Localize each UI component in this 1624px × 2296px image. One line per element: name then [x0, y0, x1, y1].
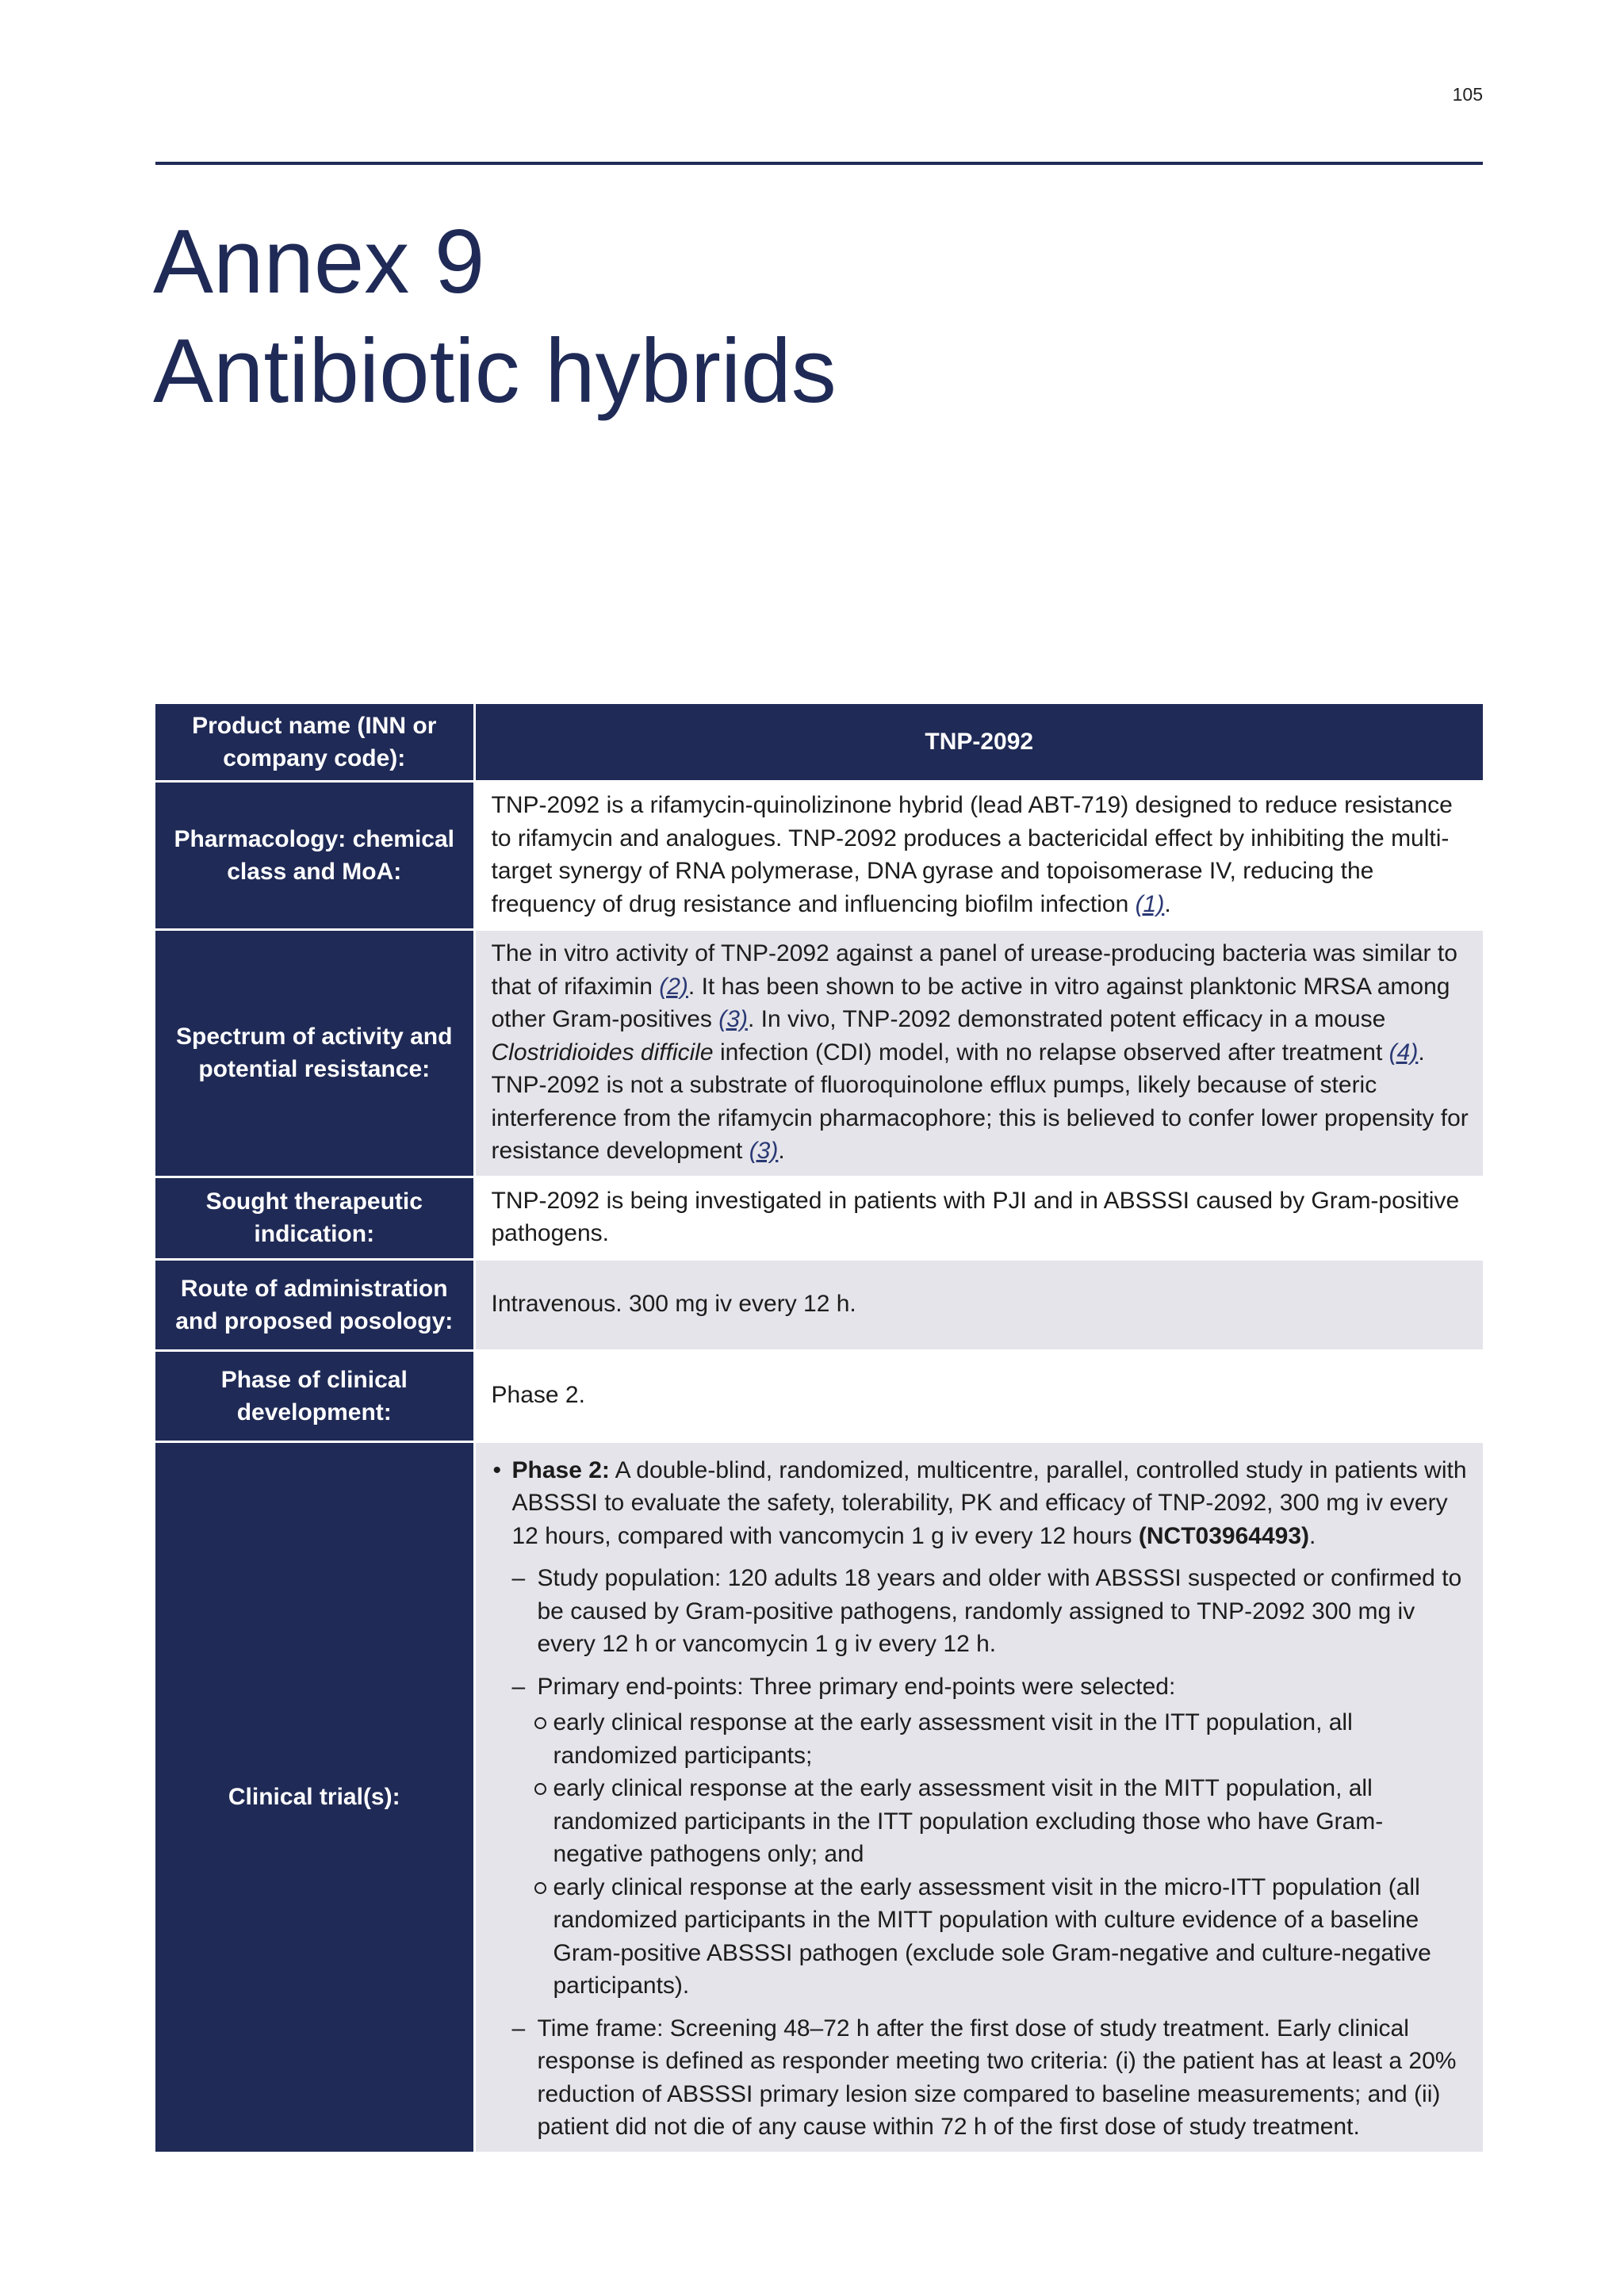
spectrum-text: . TNP-2092 is not a substrate of fluoroquinolone efflux pumps, likely because of steric interference from the rifamycin pharmacophore; this is believed to confer lower propensity for resistance development: [491, 1039, 1469, 1164]
reference-link[interactable]: (1): [1135, 890, 1165, 917]
label-clinical-trials: Clinical trial(s):: [155, 1441, 474, 2152]
label-phase: Phase of clinical development:: [155, 1350, 474, 1441]
trial-phase-label: Phase 2:: [511, 1456, 610, 1483]
primary-endpoints-intro: Primary end-points: Three primary end-points were selected:: [537, 1673, 1176, 1700]
row-route: [155, 1259, 1483, 1350]
clinical-trials-value: [474, 1441, 1483, 2152]
study-population: – Study population: 120 adults 18 years and older with ABSSSI suspected or confirmed to be caused by Gram-positive pathogens, randomly assigned to TNP-2092 300 mg iv every 12 h or vancomycin 1 g iv every 12 h.: [492, 1562, 1469, 1661]
pharmacology-end: .: [1164, 890, 1171, 917]
header-rule: [155, 162, 1483, 165]
label-product-name: Product name (INN or company code):: [155, 704, 474, 782]
trial-description: A double-blind, randomized, multicentre, parallel, controlled study in patients with ABSSSI to evaluate the safety, tolerability, PK and efficacy of TNP-2092, 300 mg iv every 12 hours, compared with vancomycin 1 g iv every 12 hours: [511, 1456, 1467, 1549]
title-line-2: Antibiotic hybrids: [153, 321, 837, 422]
page-number: 105: [1452, 84, 1483, 105]
trial-item: [492, 1454, 1469, 2144]
title-line-1: Annex 9: [153, 212, 485, 312]
trial-list: [492, 1454, 1469, 2144]
spectrum-text: .: [778, 1138, 785, 1164]
label-indication: Sought therapeutic indication:: [155, 1177, 474, 1259]
pharmacology-text: TNP-2092 is a rifamycin-quinolizinone hybrid (lead ABT-719) designed to reduce resistance to rifamycin and analogues. TNP-2092 produces a bactericidal effect by inhibiting the multi-target synergy of RNA polymerase, DNA gyrase and topoisomerase IV, reducing the frequency of drug resistance and influencing biofilm infection: [491, 792, 1453, 917]
label-route: Route of administration and proposed posology:: [155, 1259, 474, 1350]
reference-link[interactable]: (3): [749, 1138, 779, 1164]
page-title: [153, 208, 837, 427]
row-phase: [155, 1350, 1483, 1441]
phase-text: Phase 2.: [491, 1381, 585, 1408]
row-spectrum: [155, 930, 1483, 1177]
spectrum-text: infection (CDI) model, with no relapse observed after treatment: [713, 1039, 1389, 1066]
spectrum-text: . It has been shown to be active in vitro against planktonic MRSA among other Gram-positives: [491, 973, 1450, 1032]
row-product-name: [155, 704, 1483, 782]
product-table: [155, 704, 1483, 2152]
trial-description-end: .: [1309, 1522, 1316, 1549]
reference-link[interactable]: (3): [718, 1006, 748, 1032]
spectrum-text: The in vitro activity of TNP-2092 against a panel of urease-producing bacteria was similar to that of rifaximin: [491, 940, 1457, 1000]
reference-link[interactable]: (4): [1388, 1039, 1419, 1066]
label-pharmacology: Pharmacology: chemical class and MoA:: [155, 782, 474, 930]
spectrum-text: . In vivo, TNP-2092 demonstrated potent efficacy in a mouse: [747, 1006, 1386, 1032]
label-spectrum: Spectrum of activity and potential resistance:: [155, 930, 474, 1177]
trial-registry-id: (NCT03964493): [1138, 1522, 1310, 1549]
row-pharmacology: [155, 782, 1483, 930]
trial-details: [512, 1562, 1469, 2144]
primary-endpoints: [492, 1670, 1469, 2003]
indication-value: [474, 1177, 1483, 1259]
pharmacology-value: [474, 782, 1483, 930]
spectrum-value: [474, 930, 1483, 1177]
row-clinical-trials: [155, 1441, 1483, 2152]
endpoint-item: early clinical response at the early assessment visit in the MITT population, all randomized participants in the ITT population excluding those who have Gram-negative pathogens only; and: [533, 1772, 1469, 1871]
route-value: [474, 1259, 1483, 1350]
row-indication: [155, 1177, 1483, 1259]
route-text: Intravenous. 300 mg iv every 12 h.: [491, 1290, 856, 1317]
endpoint-item: early clinical response at the early assessment visit in the micro-ITT population (all randomized participants in the MITT population with culture evidence of a baseline Gram-positive ABSSSI pathogen (exclude sole Gram-negative and culture-negative participants).: [533, 1871, 1469, 2003]
product-name-value: TNP-2092: [474, 704, 1483, 782]
organism-name: Clostridioides difficile: [491, 1039, 714, 1066]
indication-text: TNP-2092 is being investigated in patients with PJI and in ABSSSI caused by Gram-positive pathogens.: [491, 1187, 1460, 1246]
endpoint-list: [538, 1706, 1469, 2003]
phase-value: [474, 1350, 1483, 1441]
endpoint-item: early clinical response at the early assessment visit in the ITT population, all randomized participants;: [533, 1706, 1469, 1772]
time-frame: – Time frame: Screening 48–72 h after the first dose of study treatment. Early clinical response is defined as responder meeting two criteria: (i) the patient has at least a 20% reduction of ABSSSI primary lesion size compared to baseline measurements; and (ii) patient did not die of any cause within 72 h of the first dose of study treatment.: [492, 2012, 1469, 2144]
reference-link[interactable]: (2): [659, 973, 688, 1000]
